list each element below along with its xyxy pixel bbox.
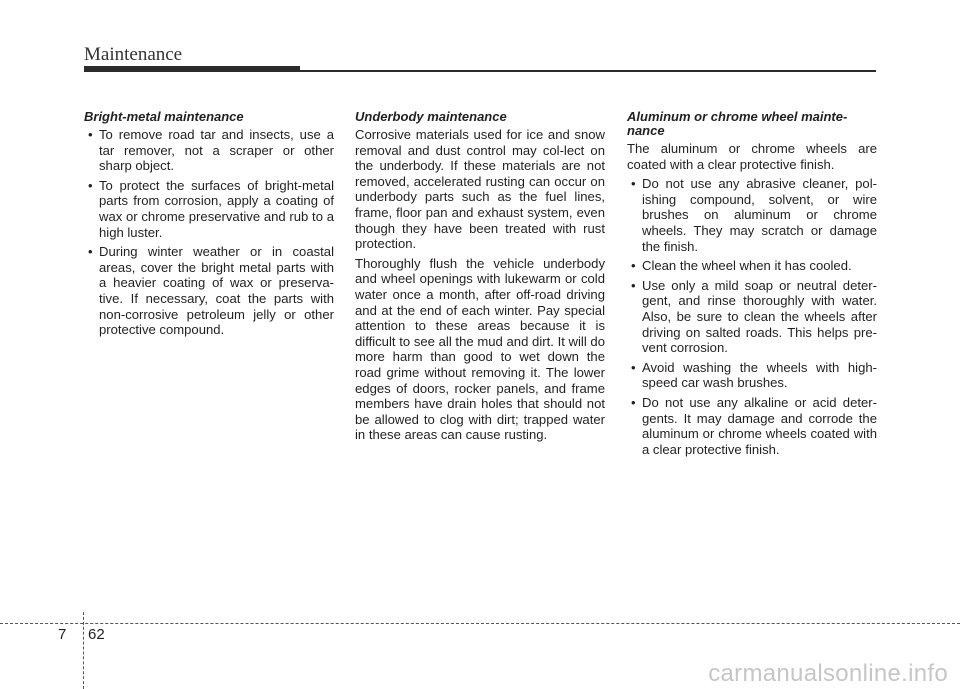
page-number: 62 — [88, 626, 105, 643]
footer-vertical-divider — [83, 612, 84, 689]
watermark: carmanualsonline.info — [708, 660, 948, 687]
list-item: • To remove road tar and insects, use a tar remover, not a scraper or other sharp object. — [84, 127, 334, 174]
list-item: • Do not use any abrasive cleaner, pol-ishing compound, solvent, or wire brushes on aluminum or chrome wheels. They may scratch or damage the finish. — [627, 176, 877, 254]
column-wheel — [627, 110, 877, 461]
section-number: 7 — [58, 626, 67, 643]
list-item: • Do not use any alkaline or acid deter-gents. It may damage and corrode the aluminum or chrome wheels coated with a clear protective finish. — [627, 395, 877, 457]
footer-divider — [0, 623, 960, 624]
header-rule-thick — [84, 66, 300, 72]
section-heading: Underbody maintenance — [355, 109, 507, 124]
page-header-title: Maintenance — [84, 44, 183, 65]
bullet-list — [84, 127, 334, 338]
column-bright-metal — [84, 110, 334, 342]
list-item: • During winter weather or in coastal areas, cover the bright metal parts with a heavier coating of wax or preserva-tive. If necessary, coat the parts with non-corrosive petroleum jelly or other protective compound. — [84, 244, 334, 338]
list-item: • Use only a mild soap or neutral deter-gent, and rinse thoroughly with water. Also, be sure to clean the wheels after driving on salted roads. This helps pre-vent corrosion. — [627, 278, 877, 356]
list-item: • Clean the wheel when it has cooled. — [627, 258, 877, 274]
list-item: • Avoid washing the wheels with high-speed car wash brushes. — [627, 360, 877, 391]
header-rule-thin — [300, 70, 876, 72]
column-underbody — [355, 110, 605, 447]
paragraph: The aluminum or chrome wheels are coated with a clear protective finish. — [627, 141, 877, 172]
section-heading: Aluminum or chrome wheel mainte-nance — [627, 109, 848, 138]
paragraph: Thoroughly flush the vehicle underbody and wheel openings with lukewarm or cold water once a month, after off-road driving and at the end of each winter. Pay special attention to these areas because it is difficult to see all the mud and dirt. It will do more harm than good to wet down the road grime without removing it. The lower edges of doors, rocker panels, and frame members have drain holes that should not be allowed to clog with dirt; trapped water in these areas can cause rusting. — [355, 255, 605, 443]
bullet-list — [627, 176, 877, 457]
paragraph: Corrosive materials used for ice and snow removal and dust control may col-lect on the underbody. If these materials are not removed, accelerated rusting can occur on underbody parts such as the fuel lines, frame, floor pan and exhaust system, even though they have been treated with rust protection. — [355, 127, 605, 252]
list-item: • To protect the surfaces of bright-metal parts from corrosion, apply a coating of wax or chrome preservative and rub to a high luster. — [84, 178, 334, 240]
section-heading: Bright-metal maintenance — [84, 109, 244, 124]
